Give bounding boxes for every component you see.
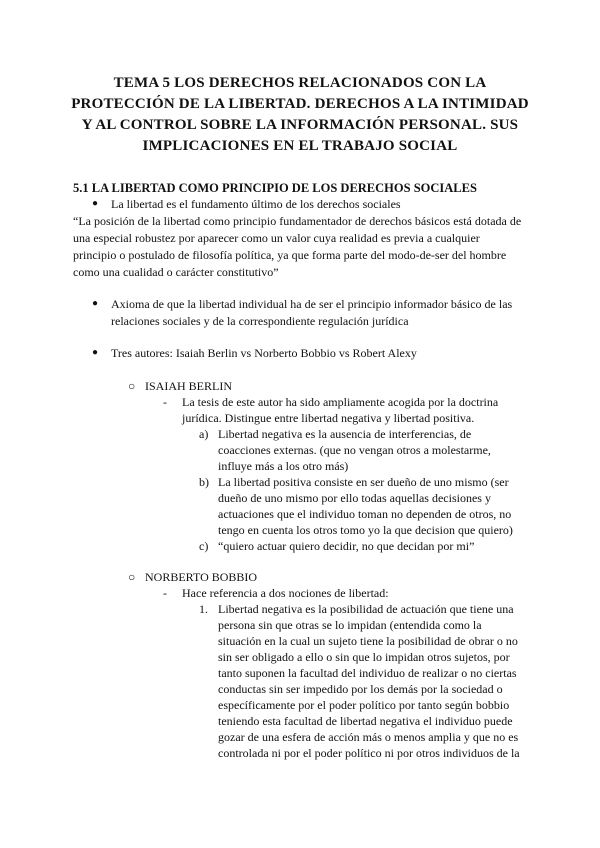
document-title xyxy=(60,73,540,157)
bullet-text: Tres autores: Isaiah Berlin vs Norberto Bobbio vs Robert Alexy xyxy=(111,346,417,360)
body-text: específicamente por el poder político por tanto según bobbio xyxy=(218,698,510,712)
body-text: tengo en cuenta los otros tomo yo la que decision que quiero) xyxy=(218,523,513,537)
title-line: IMPLICACIONES EN EL TRABAJO SOCIAL xyxy=(142,138,458,154)
quote-line: como una cualidad o carácter constitutivo” xyxy=(73,265,279,279)
dash-marker: - xyxy=(163,395,167,409)
title-line: Y AL CONTROL SOBRE LA INFORMACIÓN PERSONAL. SUS xyxy=(81,117,519,133)
item-marker: a) xyxy=(199,427,209,441)
section-heading: 5.1 LA LIBERTAD COMO PRINCIPIO DE LOS DERECHOS SOCIALES xyxy=(73,181,477,195)
item-marker: c) xyxy=(199,539,209,553)
body-text: tanto suponen la facultad del individuo de realizar o no ciertas xyxy=(218,666,517,680)
body-text: Libertad negativa es la posibilidad de actuación que tiene una xyxy=(218,602,514,616)
author-name: NORBERTO BOBBIO xyxy=(145,570,258,584)
bullet-dot: ● xyxy=(92,198,99,209)
body-text: conductas sin ser impedido por los demás por la sociedad o xyxy=(218,682,503,696)
bullet-dot: ● xyxy=(92,298,99,309)
body-text: jurídica. Distingue entre libertad negativa y libertad positiva. xyxy=(182,411,475,425)
body-text: gozar de una esfera de acción más o menos amplia y que no es xyxy=(218,730,519,744)
item-marker: 1. xyxy=(199,602,208,616)
item-marker: b) xyxy=(199,475,209,489)
body-text: situación en la cual un sujeto tiene la posibilidad de obrar o no xyxy=(218,634,518,648)
title-line: PROTECCIÓN DE LA LIBERTAD. DERECHOS A LA INTIMIDAD xyxy=(71,96,529,112)
body-text: La tesis de este autor ha sido ampliamente acogida por la doctrina xyxy=(182,395,499,409)
body-text: persona sin que otras se lo impidan (entendida como la xyxy=(218,618,482,632)
body-text: influye más a los otro más) xyxy=(218,459,349,473)
dash-marker: - xyxy=(163,586,167,600)
body-text: actuaciones que el individuo toman no dependen de otros, no xyxy=(218,507,512,521)
body-text: Hace referencia a dos nociones de libertad: xyxy=(182,586,389,600)
quote-line: una especial robustez por aparecer como un valor cuya realidad es previa a cualquier xyxy=(73,231,480,245)
body-text: coacciones externas. (que no vengan otros a molestarme, xyxy=(218,443,491,457)
title-line: TEMA 5 LOS DERECHOS RELACIONADOS CON LA xyxy=(113,75,487,91)
bullet-text: Axioma de que la libertad individual ha de ser el principio informador básico de las xyxy=(111,297,513,311)
author-name: ISAIAH BERLIN xyxy=(145,379,232,393)
body-text: teniendo esta facultad de libertad negativa el individuo puede xyxy=(218,714,513,728)
circle-bullet: ○ xyxy=(128,379,136,393)
quote-line: “La posición de la libertad como principio fundamentador de derechos básicos está dotada de xyxy=(73,214,522,228)
quote-line: principio o postulado de filosofía política, ya que forma parte del modo-de-ser del hombre xyxy=(73,248,507,262)
body-text: Libertad negativa es la ausencia de interferencias, de xyxy=(218,427,472,441)
bullet-text: relaciones sociales y de la correspondiente regulación jurídica xyxy=(111,314,409,328)
bullet-text: La libertad es el fundamento último de los derechos sociales xyxy=(111,197,401,211)
bullet-dot: ● xyxy=(92,347,99,358)
body-text: controlada ni por el poder político ni por otros individuos de la xyxy=(218,746,520,760)
circle-bullet: ○ xyxy=(128,570,136,584)
body-text: dueño de uno mismo por ello todas aquellas decisiones y xyxy=(218,491,491,505)
body-text: La libertad positiva consiste en ser dueño de uno mismo (ser xyxy=(218,475,509,489)
body-text: “quiero actuar quiero decidir, no que decidan por mi” xyxy=(218,539,475,553)
body-text: sin ser obligado a ello o sin que lo impidan otros sujetos, por xyxy=(218,650,510,664)
